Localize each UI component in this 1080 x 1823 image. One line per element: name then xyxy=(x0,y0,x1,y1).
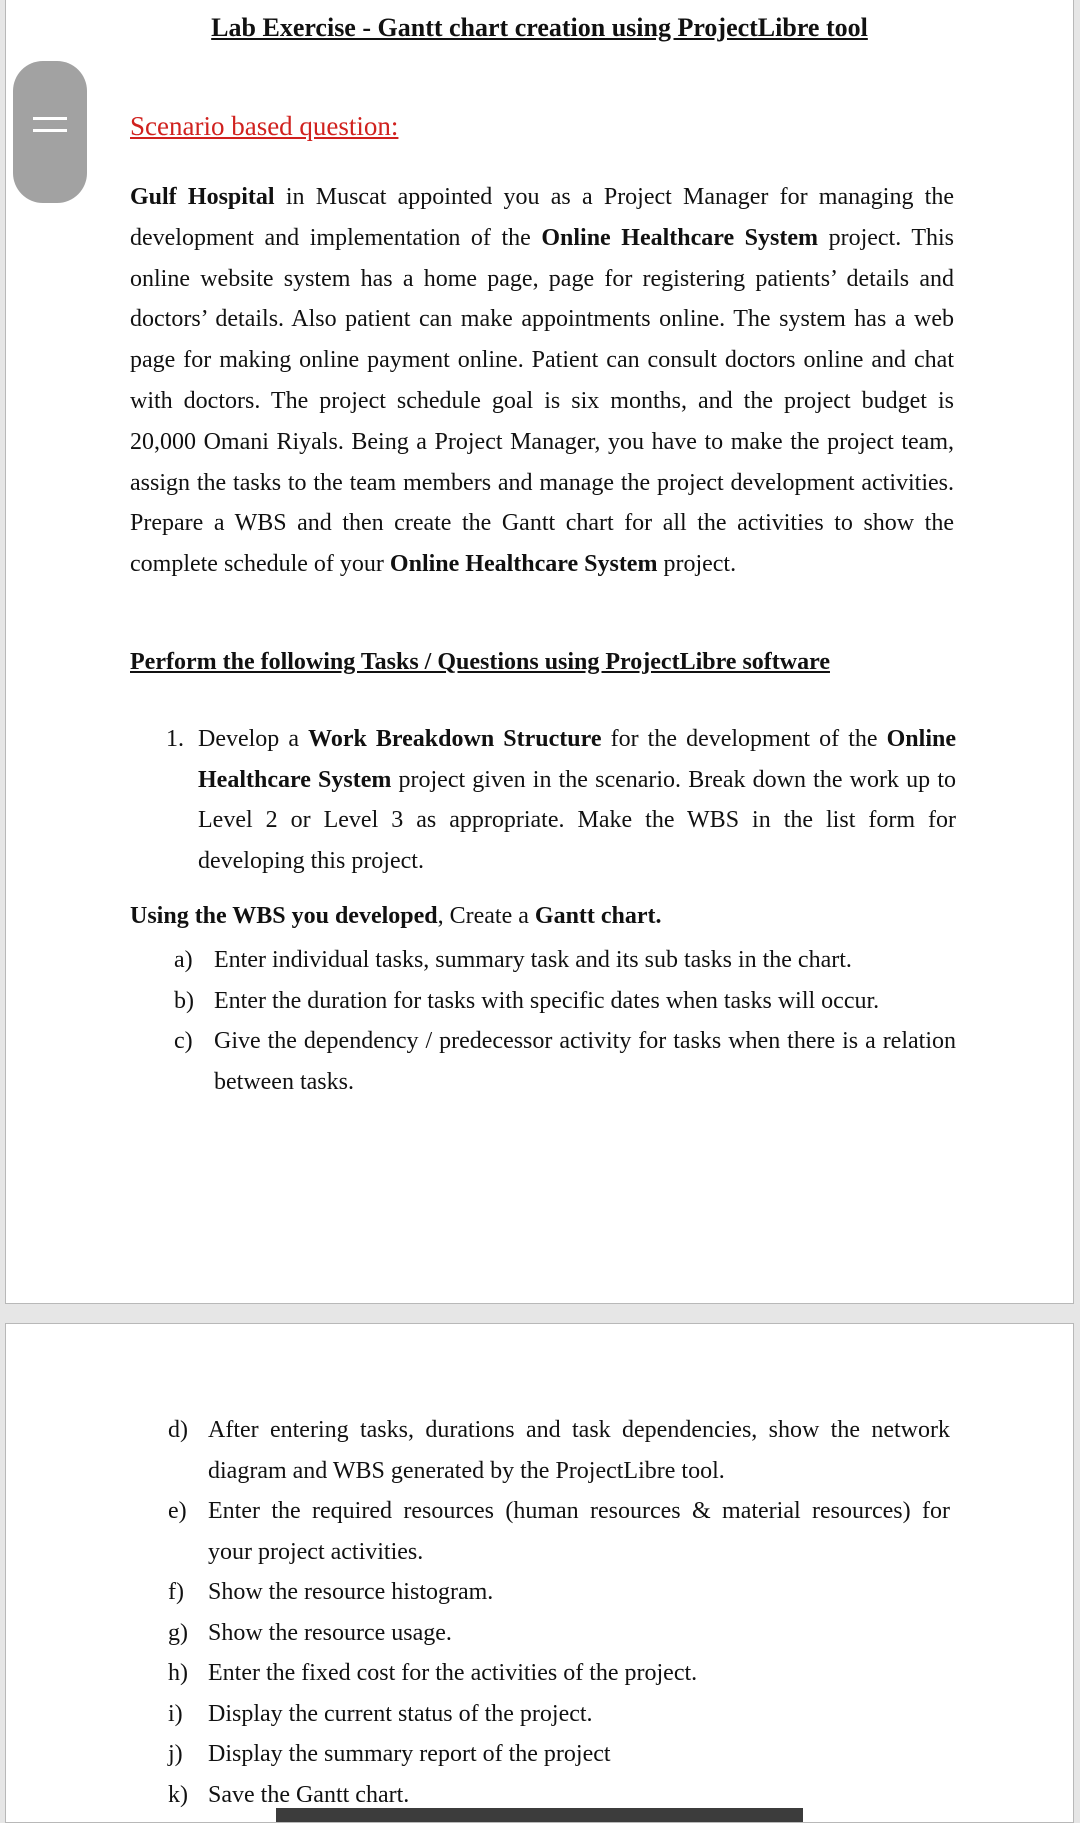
list-item: b) Enter the duration for tasks with specific dates when tasks will occur. xyxy=(174,987,880,1014)
document-page-1 xyxy=(5,0,1074,1304)
list-item: e) Enter the required resources (human resources & material resources) for your project activities. xyxy=(168,1498,950,1565)
list-item: j) Display the summary report of the project xyxy=(168,1741,611,1767)
paragraph-line: with doctors. The project schedule goal is six months, and the project budget is xyxy=(130,387,954,414)
page-title: Lab Exercise - Gantt chart creation using ProjectLibre tool xyxy=(211,13,868,42)
list-item: h) Enter the fixed cost for the activities of the project. xyxy=(168,1660,698,1686)
paragraph-line: assign the tasks to the team members and manage the project development activities. xyxy=(130,469,954,496)
menu-handle-icon[interactable] xyxy=(13,61,87,203)
paragraph-line: Prepare a WBS and then create the Gantt chart for all the activities to show the xyxy=(130,510,954,537)
list-item: a) Enter individual tasks, summary task and its sub tasks in the chart. xyxy=(174,947,852,973)
gantt-instruction: Using the WBS you developed, Create a Gantt chart. xyxy=(130,903,662,929)
paragraph-line: 20,000 Omani Riyals. Being a Project Manager, you have to make the project team, xyxy=(130,428,954,455)
list-item: f) Show the resource histogram. xyxy=(168,1579,494,1605)
list-item: k) Save the Gantt chart. xyxy=(168,1781,410,1808)
tasks-heading: Perform the following Tasks / Questions using ProjectLibre software xyxy=(130,649,830,675)
list-item: i) Display the current status of the project. xyxy=(168,1700,593,1727)
list-item: g) Show the resource usage. xyxy=(168,1619,452,1646)
question-1 xyxy=(166,719,956,881)
question-number: 1. xyxy=(166,726,184,752)
scenario-heading: Scenario based question: xyxy=(130,111,399,141)
sub-task-list-page1 xyxy=(174,940,956,1102)
paragraph-line: online website system has a home page, page for registering patients’ details and xyxy=(130,265,954,292)
list-item: d) After entering tasks, durations and task dependencies, show the network diagram and WBS generated by the ProjectLibre tool. xyxy=(168,1417,950,1484)
paragraph-line: doctors’ details. Also patient can make appointments online. The system has a web xyxy=(130,306,954,333)
paragraph-line: complete schedule of your Online Healthcare System project. xyxy=(130,551,737,578)
question-text: Develop a Work Breakdown Structure for the development of the Online Healthcare System project given in the scenario. Break down the work up to Level 2 or Level 3 as appropriate. Make the WBS in the list form for developing this project. xyxy=(198,726,956,874)
sub-task-list-page2 xyxy=(168,1410,950,1815)
list-item: c) Give the dependency / predecessor activity for tasks when there is a relation between tasks. xyxy=(174,1028,956,1095)
paragraph-line: development and implementation of the Online Healthcare System project. This xyxy=(130,224,955,251)
bottom-scrollbar[interactable] xyxy=(276,1808,803,1822)
paragraph-line: Gulf Hospital in Muscat appointed you as a Project Manager for managing the xyxy=(130,184,954,210)
paragraph-line: page for making online payment online. Patient can consult doctors online and chat xyxy=(130,347,954,374)
scenario-paragraph xyxy=(130,177,954,585)
